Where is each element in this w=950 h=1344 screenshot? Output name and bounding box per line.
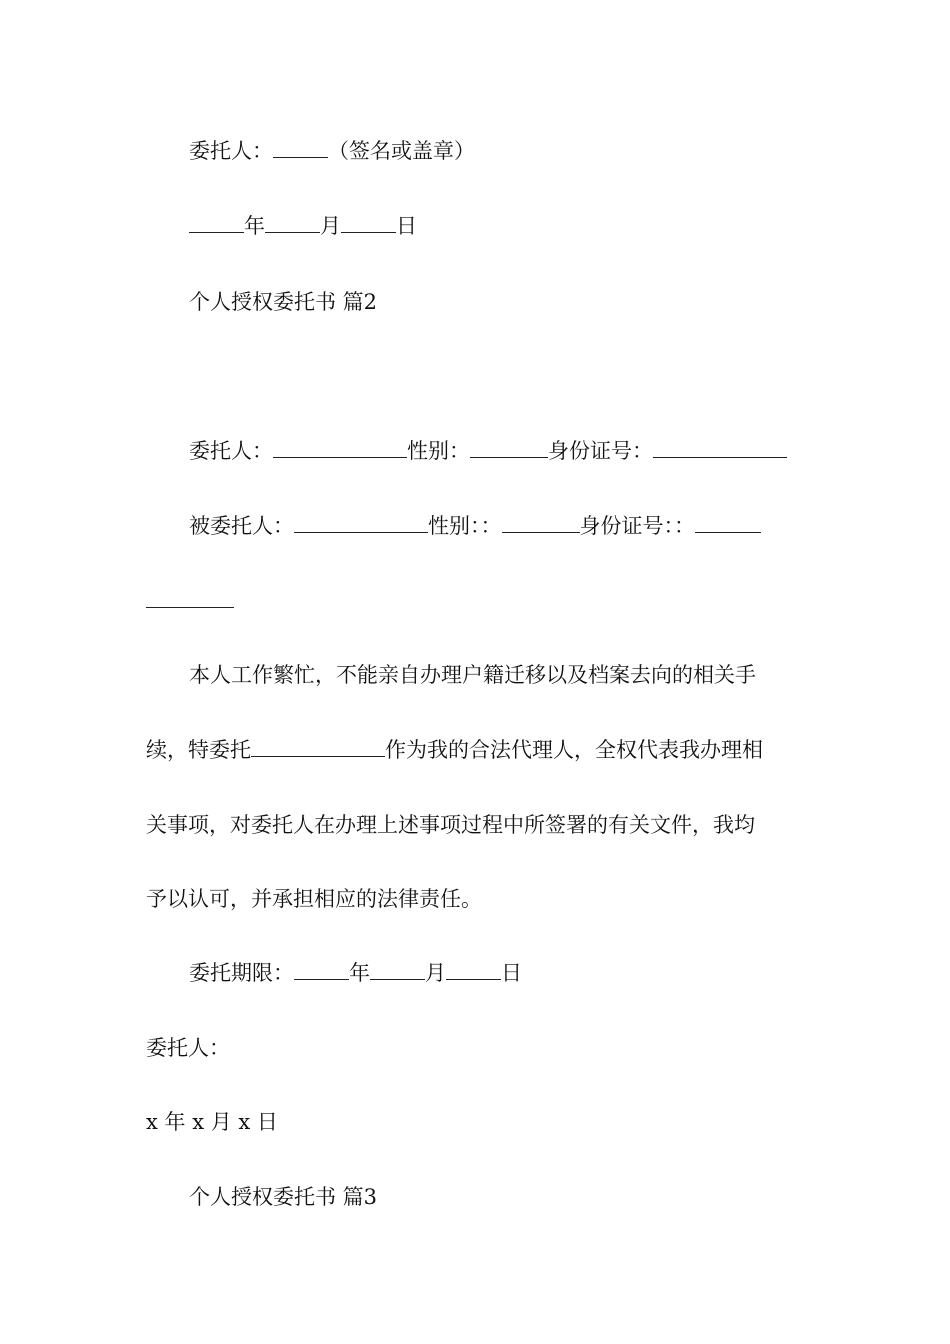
id-label: 身份证号： (548, 439, 653, 463)
blank-field (251, 738, 385, 757)
body-text: 续，特委托 (146, 738, 251, 762)
sign-note: （签名或盖章） (328, 139, 475, 163)
blank-field (695, 514, 761, 533)
blank-field (189, 214, 244, 233)
date-line (189, 211, 417, 241)
blank-field (370, 961, 425, 980)
blank-field (653, 439, 787, 458)
blank-field (273, 139, 328, 158)
gender-label: 性别： (407, 439, 470, 463)
body-line-2 (146, 735, 763, 765)
blank-field (341, 214, 396, 233)
delegator-label: 委托人： (189, 439, 273, 463)
gender-label: 性别：： (428, 514, 502, 538)
blank-field (294, 514, 428, 533)
heading-section-3: 个人授权委托书 篇3 (189, 1185, 378, 1209)
heading-section-2: 个人授权委托书 篇2 (189, 290, 378, 314)
body-line-1: 本人工作繁忙，不能亲自办理户籍迁移以及档案去向的相关手 (189, 663, 756, 687)
year-label: 年 (244, 214, 265, 238)
blank-field (273, 439, 407, 458)
day-label: 日 (501, 961, 522, 985)
month-label: 月 (425, 961, 446, 985)
signature-date: x 年 x 月 x 日 (146, 1110, 278, 1134)
blank-field (446, 961, 501, 980)
delegate-info-line (189, 511, 761, 541)
term-label: 委托期限： (189, 961, 294, 985)
id-continuation-line (146, 586, 234, 616)
id-label: 身份证号：： (579, 514, 695, 538)
body-line-4: 予以认可，并承担相应的法律责任。 (146, 887, 482, 911)
delegator-label: 委托人： (189, 139, 273, 163)
delegator-sign-line (189, 136, 475, 166)
blank-field (146, 589, 234, 608)
blank-field (470, 439, 548, 458)
day-label: 日 (396, 214, 417, 238)
delegator-info-line (189, 436, 787, 466)
blank-field (265, 214, 320, 233)
body-line-3: 关事项，对委托人在办理上述事项过程中所签署的有关文件，我均 (146, 813, 755, 837)
body-text: 作为我的合法代理人，全权代表我办理相 (385, 738, 763, 762)
delegate-label: 被委托人： (189, 514, 294, 538)
blank-field (294, 961, 349, 980)
year-label: 年 (349, 961, 370, 985)
signature-delegator: 委托人： (146, 1036, 230, 1060)
term-line (189, 958, 522, 988)
month-label: 月 (320, 214, 341, 238)
blank-field (502, 514, 580, 533)
